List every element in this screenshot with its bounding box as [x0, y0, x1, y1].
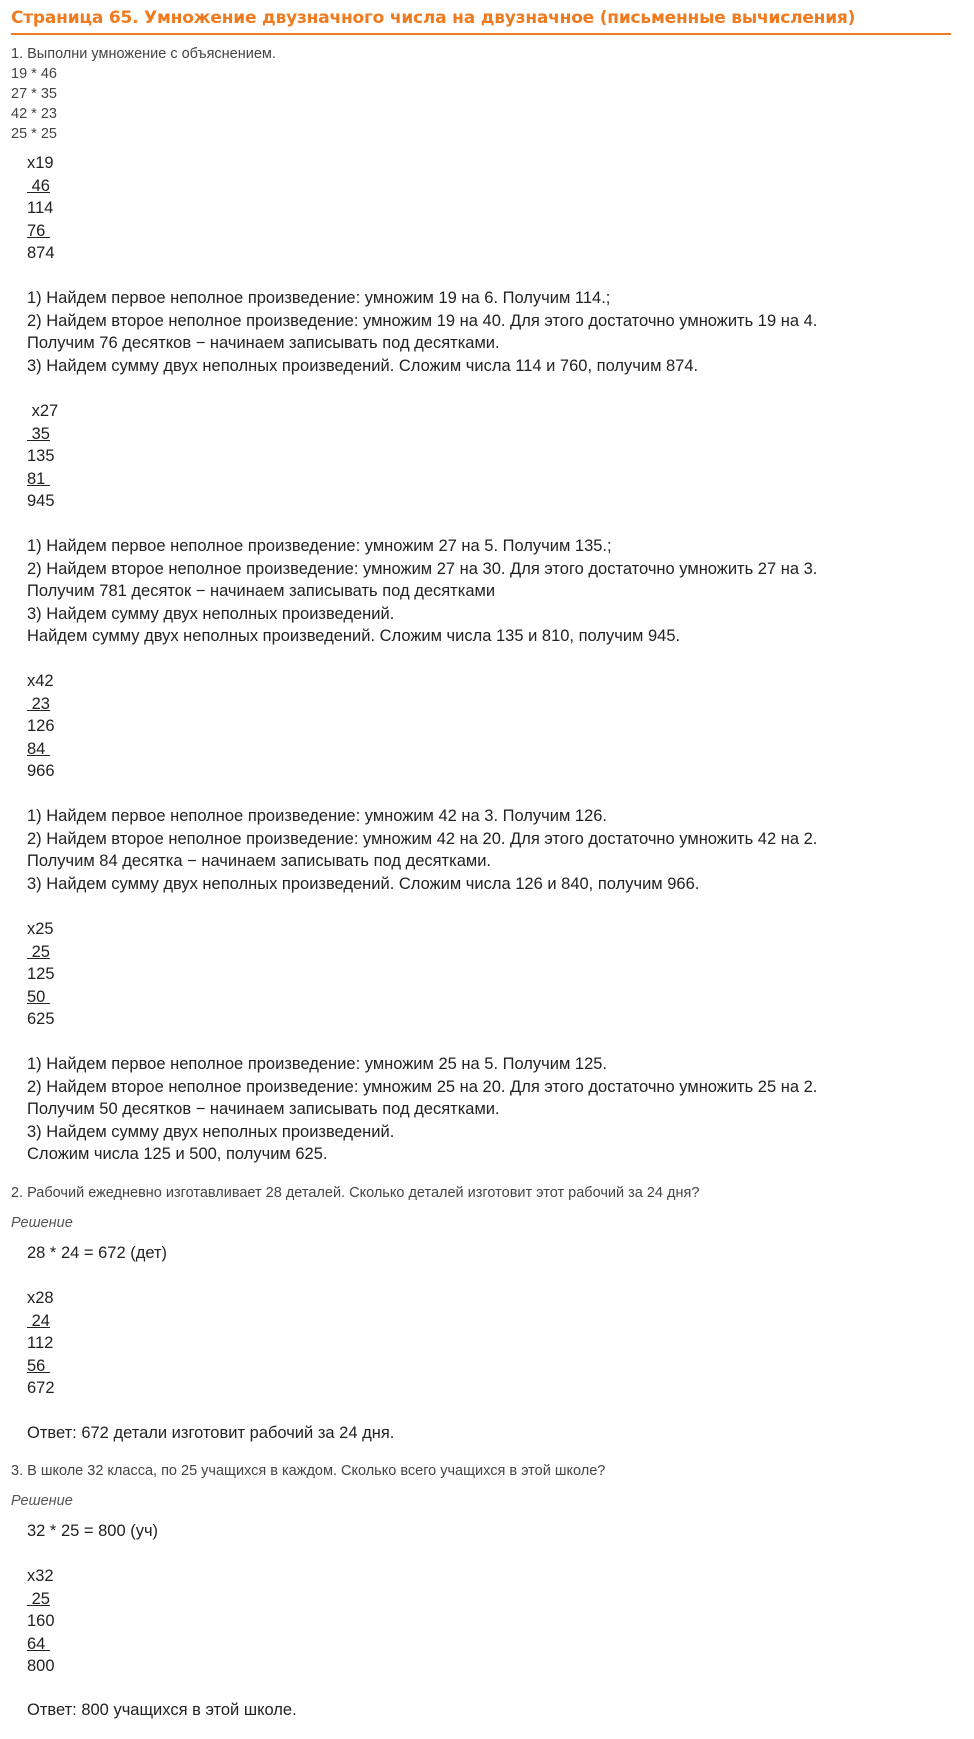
- column-multiplication-4: [27, 918, 55, 1031]
- col-line-underlined: 64: [27, 1634, 50, 1653]
- col-line: 160: [27, 1612, 55, 1630]
- col-line-underlined: 25: [27, 942, 50, 961]
- step-line: Найдем сумму двух неполных произведений. Сложим числа 135 и 810, получим 945.: [27, 627, 681, 645]
- example-1: 19 * 46: [11, 66, 57, 82]
- task2-solution-label: Решение: [11, 1215, 73, 1231]
- equation-line: 32 * 25 = 800 (уч): [27, 1522, 159, 1540]
- explanation-3: [27, 805, 817, 895]
- col-line-underlined: 35: [27, 424, 50, 443]
- step-line: Получим 50 десятков − начинаем записывать под десятками.: [27, 1100, 500, 1118]
- task1-header: 1. Выполни умножение с объяснением.: [11, 46, 276, 62]
- col-line: 966: [27, 762, 55, 780]
- step-line: Сложим числа 125 и 500, получим 625.: [27, 1145, 328, 1163]
- step-line: 3) Найдем сумму двух неполных произведений. Сложим числа 126 и 840, получим 966.: [27, 874, 700, 893]
- col-line-underlined: 81: [27, 469, 50, 488]
- task3-column-multiplication: [27, 1565, 55, 1678]
- equation-line: 28 * 24 = 672 (дет): [27, 1244, 168, 1262]
- col-line: 114: [27, 199, 54, 217]
- col-line: x28: [27, 1289, 54, 1307]
- col-line-underlined: 25: [27, 1589, 50, 1608]
- step-line: 3) Найдем сумму двух неполных произведений.: [27, 1122, 395, 1141]
- col-line: 874: [27, 244, 55, 262]
- step-line: 2) Найдем второе неполное произведение: умножим 27 на 30. Для этого достаточно умножить 27 на 3.: [27, 559, 818, 578]
- example-4: 25 * 25: [11, 126, 57, 142]
- col-line: x25: [27, 920, 54, 938]
- step-line: 2) Найдем второе неполное произведение: умножим 19 на 40. Для этого достаточно умножить 19 на 4.: [27, 311, 818, 330]
- step-line: Получим 76 десятков − начинаем записывать под десятками.: [27, 334, 500, 352]
- step-line: 1) Найдем первое неполное произведение: умножим 25 на 5. Получим 125.: [27, 1055, 608, 1073]
- col-line-underlined: 46: [27, 176, 50, 195]
- task2-answer: [27, 1422, 394, 1445]
- col-line: 945: [27, 492, 55, 510]
- example-2: 27 * 35: [11, 86, 57, 102]
- col-line: 112: [27, 1334, 54, 1352]
- col-line: 672: [27, 1379, 55, 1397]
- task2-equation: [27, 1242, 167, 1265]
- step-line: 1) Найдем первое неполное произведение: умножим 27 на 5. Получим 135.;: [27, 537, 612, 555]
- column-multiplication-3: [27, 670, 55, 783]
- answer-line: Ответ: 672 детали изготовит рабочий за 24 дня.: [27, 1424, 395, 1442]
- col-line: x27: [27, 402, 59, 420]
- page-title: Страница 65. Умножение двузначного числа на двузначное (письменные вычисления): [11, 6, 951, 35]
- task3-solution-label: Решение: [11, 1493, 73, 1509]
- col-line: x32: [27, 1567, 54, 1585]
- task3-header: 3. В школе 32 класса, по 25 учащихся в каждом. Сколько всего учащихся в этой школе?: [11, 1463, 606, 1479]
- col-line: 800: [27, 1657, 55, 1675]
- col-line: x19: [27, 154, 54, 172]
- step-line: 2) Найдем второе неполное произведение: умножим 42 на 20. Для этого достаточно умножить 42 на 2.: [27, 829, 818, 848]
- col-line-underlined: 84: [27, 739, 50, 758]
- col-line: 625: [27, 1010, 55, 1028]
- explanation-1: [27, 287, 817, 377]
- col-line: x42: [27, 672, 54, 690]
- step-line: 3) Найдем сумму двух неполных произведений.: [27, 604, 395, 623]
- task3-answer: [27, 1699, 297, 1722]
- col-line-underlined: 24: [27, 1311, 50, 1330]
- step-line: Получим 781 десяток − начинаем записывать под десятками: [27, 582, 496, 600]
- column-multiplication-2: [27, 400, 58, 513]
- task2-column-multiplication: [27, 1287, 55, 1400]
- col-line: 125: [27, 965, 55, 983]
- col-line: 126: [27, 717, 55, 735]
- step-line: 2) Найдем второе неполное произведение: умножим 25 на 20. Для этого достаточно умножить 25 на 2.: [27, 1077, 818, 1096]
- step-line: Получим 84 десятка − начинаем записывать под десятками.: [27, 852, 492, 870]
- step-line: 1) Найдем первое неполное произведение: умножим 42 на 3. Получим 126.: [27, 807, 608, 825]
- col-line: 135: [27, 447, 55, 465]
- explanation-2: [27, 535, 817, 648]
- col-line-underlined: 76: [27, 221, 50, 240]
- explanation-4: [27, 1053, 817, 1166]
- col-line-underlined: 50: [27, 987, 50, 1006]
- col-line-underlined: 23: [27, 694, 50, 713]
- task2-header: 2. Рабочий ежедневно изготавливает 28 деталей. Сколько деталей изготовит этот рабочий за 24 дня?: [11, 1185, 700, 1201]
- answer-line: Ответ: 800 учащихся в этой школе.: [27, 1701, 297, 1719]
- step-line: 1) Найдем первое неполное произведение: умножим 19 на 6. Получим 114.;: [27, 289, 611, 307]
- task3-equation: [27, 1520, 158, 1543]
- example-3: 42 * 23: [11, 106, 57, 122]
- column-multiplication-1: [27, 152, 55, 265]
- step-line: 3) Найдем сумму двух неполных произведений. Сложим числа 114 и 760, получим 874.: [27, 356, 699, 375]
- col-line-underlined: 56: [27, 1356, 50, 1375]
